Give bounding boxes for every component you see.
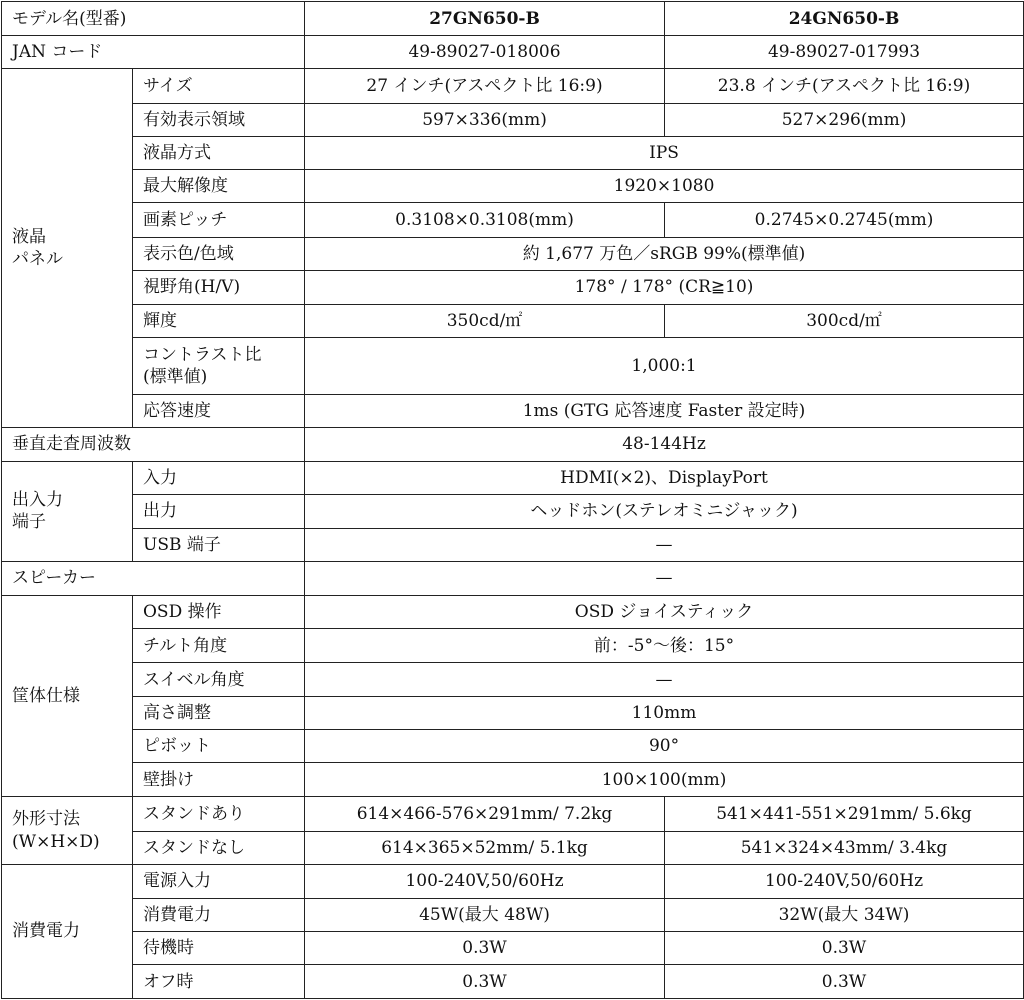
vesa-value: 100×100(mm) [305, 763, 1024, 797]
pivot-value: 90° [305, 729, 1024, 762]
without-stand-label: スタンドなし [133, 831, 305, 864]
display-area-a: 597×336(mm) [305, 103, 665, 136]
display-area-b: 527×296(mm) [665, 103, 1024, 136]
power-input-row [2, 864, 1024, 898]
osd-row [2, 595, 1024, 628]
response-row [2, 394, 1024, 427]
response-value: 1ms (GTG 応答速度 Faster 設定時) [305, 394, 1024, 427]
jan-b: 49-89027-017993 [665, 36, 1024, 69]
pixel-pitch-b: 0.2745×0.2745(mm) [665, 203, 1024, 237]
brightness-a: 350cd/㎡ [305, 305, 665, 338]
size-a: 27 インチ(アスペクト比 16:9) [305, 69, 665, 103]
tilt-label: チルト角度 [133, 629, 305, 663]
swivel-value: — [305, 663, 1024, 696]
consumption-label: 消費電力 [133, 899, 305, 932]
off-b: 0.3W [665, 965, 1024, 999]
model-label: モデル名(型番) [2, 2, 305, 36]
with-stand-a: 614×466-576×291mm/ 7.2kg [305, 797, 665, 831]
pixel-pitch-a: 0.3108×0.3108(mm) [305, 203, 665, 237]
viewing-angle-row [2, 270, 1024, 304]
response-label: 応答速度 [133, 394, 305, 427]
swivel-row [2, 663, 1024, 696]
pixel-pitch-row [2, 203, 1024, 237]
viewing-angle-value: 178° / 178° (CR≧10) [305, 270, 1024, 304]
pixel-pitch-label: 画素ピッチ [133, 203, 305, 237]
io-output-value: ヘッドホン(ステレオミニジャック) [305, 495, 1024, 528]
vfreq-label: 垂直走査周波数 [2, 427, 305, 461]
consumption-row [2, 899, 1024, 932]
colors-label: 表示色/色域 [133, 237, 305, 270]
resolution-row [2, 170, 1024, 203]
standby-label: 待機時 [133, 932, 305, 965]
io-output-row [2, 495, 1024, 528]
brightness-b: 300cd/㎡ [665, 305, 1024, 338]
with-stand-b: 541×441-551×291mm/ 5.6kg [665, 797, 1024, 831]
height-value: 110mm [305, 696, 1024, 729]
lcd-type-row [2, 136, 1024, 169]
display-area-row [2, 103, 1024, 136]
spec-table [1, 1, 1024, 999]
io-output-label: 出力 [133, 495, 305, 528]
size-label: サイズ [133, 69, 305, 103]
off-label: オフ時 [133, 965, 305, 999]
off-a: 0.3W [305, 965, 665, 999]
without-stand-b: 541×324×43mm/ 3.4kg [665, 831, 1024, 864]
io-input-row [2, 462, 1024, 495]
size-row [2, 69, 1024, 103]
model-b: 24GN650-B [665, 2, 1024, 36]
standby-b: 0.3W [665, 932, 1024, 965]
lcd-type-value: IPS [305, 136, 1024, 169]
vfreq-row [2, 427, 1024, 461]
chassis-group-label: 筐体仕様 [2, 595, 133, 796]
dims-without-stand-row [2, 831, 1024, 864]
power-input-label: 電源入力 [133, 864, 305, 898]
resolution-value: 1920×1080 [305, 170, 1024, 203]
usb-value: — [305, 528, 1024, 561]
colors-row [2, 237, 1024, 270]
speaker-label: スピーカー [2, 561, 305, 595]
jan-a: 49-89027-018006 [305, 36, 665, 69]
power-group-label: 消費電力 [2, 864, 133, 998]
speaker-value: — [305, 561, 1024, 595]
vfreq-value: 48-144Hz [305, 427, 1024, 461]
power-input-b: 100-240V,50/60Hz [665, 864, 1024, 898]
usb-row [2, 528, 1024, 561]
dims-with-stand-row [2, 797, 1024, 831]
contrast-row [2, 338, 1024, 394]
tilt-row [2, 629, 1024, 663]
without-stand-a: 614×365×52mm/ 5.1kg [305, 831, 665, 864]
consumption-a: 45W(最大 48W) [305, 899, 665, 932]
io-input-value: HDMI(×2)、DisplayPort [305, 462, 1024, 495]
io-input-label: 入力 [133, 462, 305, 495]
with-stand-label: スタンドあり [133, 797, 305, 831]
contrast-value: 1,000:1 [305, 338, 1024, 394]
colors-value: 約 1,677 万色／sRGB 99%(標準値) [305, 237, 1024, 270]
header-row [2, 2, 1024, 36]
panel-group-label: 液晶 パネル [2, 69, 133, 427]
display-area-label: 有効表示領域 [133, 103, 305, 136]
jan-row [2, 36, 1024, 69]
power-input-a: 100-240V,50/60Hz [305, 864, 665, 898]
jan-label: JAN コード [2, 36, 305, 69]
tilt-value: 前：-5°～後：15° [305, 629, 1024, 663]
standby-a: 0.3W [305, 932, 665, 965]
off-row [2, 965, 1024, 999]
standby-row [2, 932, 1024, 965]
brightness-label: 輝度 [133, 305, 305, 338]
consumption-b: 32W(最大 34W) [665, 899, 1024, 932]
osd-label: OSD 操作 [133, 595, 305, 628]
pivot-row [2, 729, 1024, 762]
size-b: 23.8 インチ(アスペクト比 16:9) [665, 69, 1024, 103]
model-a: 27GN650-B [305, 2, 665, 36]
swivel-label: スイベル角度 [133, 663, 305, 696]
viewing-angle-label: 視野角(H/V) [133, 270, 305, 304]
io-group-label: 出入力 端子 [2, 462, 133, 562]
osd-value: OSD ジョイスティック [305, 595, 1024, 628]
vesa-label: 壁掛け [133, 763, 305, 797]
dims-group-label: 外形寸法 (W×H×D) [2, 797, 133, 864]
vesa-row [2, 763, 1024, 797]
speaker-row [2, 561, 1024, 595]
brightness-row [2, 305, 1024, 338]
resolution-label: 最大解像度 [133, 170, 305, 203]
usb-label: USB 端子 [133, 528, 305, 561]
lcd-type-label: 液晶方式 [133, 136, 305, 169]
pivot-label: ピボット [133, 729, 305, 762]
contrast-label: コントラスト比 (標準値) [133, 338, 305, 394]
height-label: 高さ調整 [133, 696, 305, 729]
height-row [2, 696, 1024, 729]
